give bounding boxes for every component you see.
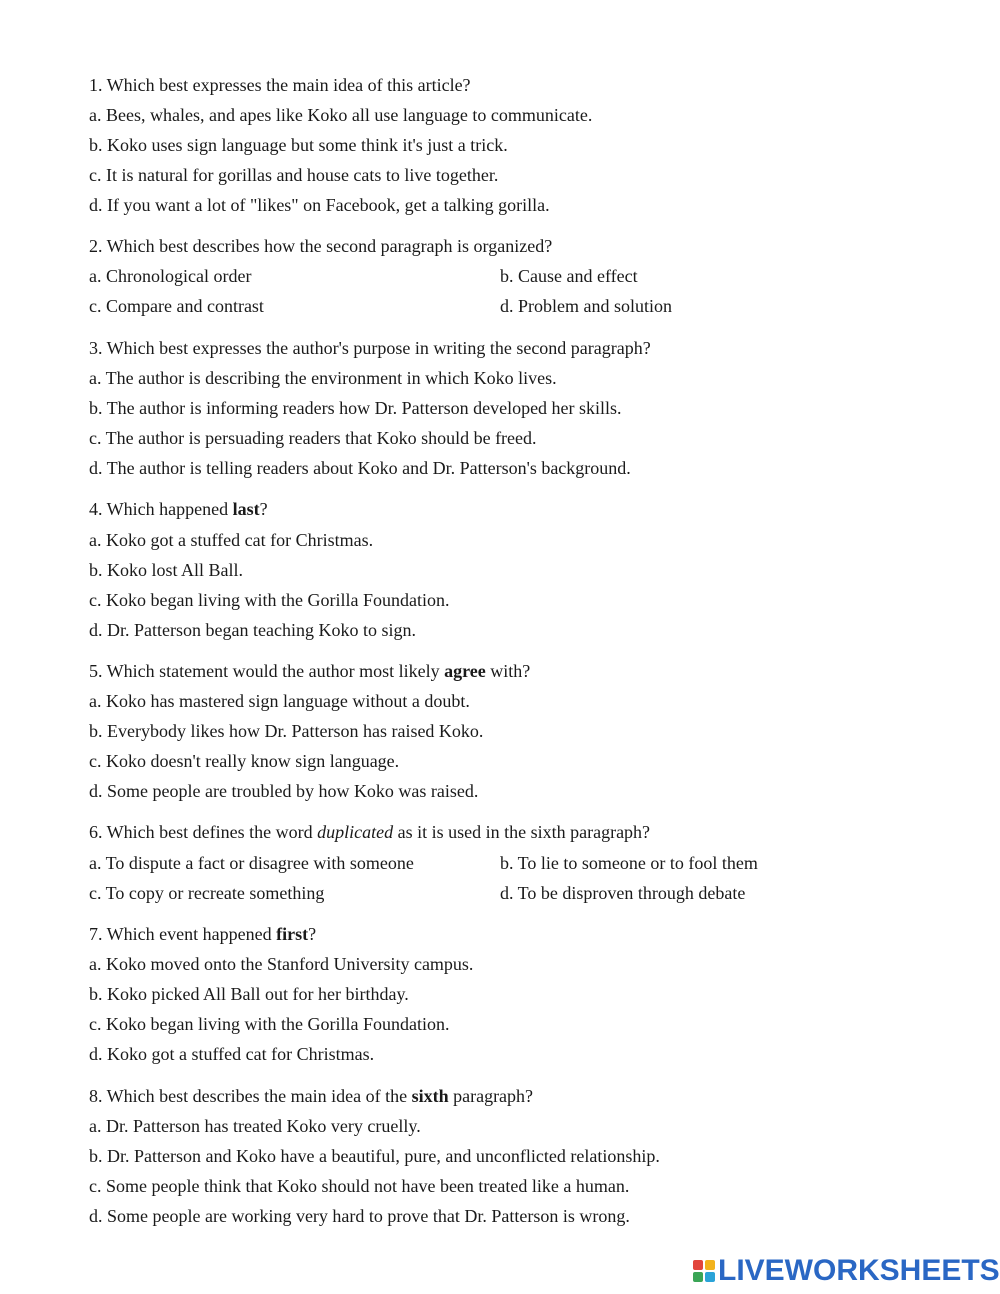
question-5-emphasis: agree <box>444 661 486 681</box>
question-5-option-d: d. Some people are troubled by how Koko was raised. <box>89 781 479 801</box>
question-5-option-c: c. Koko doesn't really know sign language. <box>89 751 400 771</box>
logo-mark-icon <box>693 1260 715 1282</box>
question-6-option-a: a. To dispute a fact or disagree with someone <box>89 853 414 873</box>
question-4-option-c: c. Koko began living with the Gorilla Foundation. <box>89 590 450 610</box>
logo-mark-square-3 <box>693 1272 703 1282</box>
question-8-option-a: a. Dr. Patterson has treated Koko very cruelly. <box>89 1116 421 1136</box>
question-8-option-c: c. Some people think that Koko should not have been treated like a human. <box>89 1176 630 1196</box>
question-2-option-d: d. Problem and solution <box>500 296 672 316</box>
question-7-emphasis: first <box>276 924 309 944</box>
question-7-text: 7. Which event happened first? <box>89 924 317 944</box>
question-3-option-a: a. The author is describing the environment in which Koko lives. <box>89 368 557 388</box>
question-2-option-a: a. Chronological order <box>89 266 252 286</box>
question-7-option-c: c. Koko began living with the Gorilla Foundation. <box>89 1014 450 1034</box>
logo-mark-square-2 <box>705 1260 715 1270</box>
question-3-option-c: c. The author is persuading readers that Koko should be freed. <box>89 428 537 448</box>
question-6-text: 6. Which best defines the word duplicated as it is used in the sixth paragraph? <box>89 822 651 842</box>
question-6-option-b: b. To lie to someone or to fool them <box>500 853 758 873</box>
question-1-text: 1. Which best expresses the main idea of this article? <box>89 75 471 95</box>
question-5-option-a: a. Koko has mastered sign language without a doubt. <box>89 691 470 711</box>
logo-text: LIVEWORKSHEETS <box>718 1254 1000 1287</box>
question-6-emphasis: duplicated <box>317 822 394 842</box>
logo-mark-square-4 <box>705 1272 715 1282</box>
question-4-option-d: d. Dr. Patterson began teaching Koko to sign. <box>89 620 416 640</box>
question-6-option-c: c. To copy or recreate something <box>89 883 325 903</box>
liveworksheets-logo <box>693 1254 1000 1288</box>
question-8-option-b: b. Dr. Patterson and Koko have a beautiful, pure, and unconflicted relationship. <box>89 1146 660 1166</box>
logo-mark-square-1 <box>693 1260 703 1270</box>
question-4-option-b: b. Koko lost All Ball. <box>89 560 244 580</box>
question-1-option-c: c. It is natural for gorillas and house cats to live together. <box>89 165 499 185</box>
question-7-option-d: d. Koko got a stuffed cat for Christmas. <box>89 1044 375 1064</box>
question-7-option-a: a. Koko moved onto the Stanford University campus. <box>89 954 474 974</box>
question-4-emphasis: last <box>232 499 260 519</box>
question-1-option-b: b. Koko uses sign language but some think it's just a trick. <box>89 135 508 155</box>
question-3-text: 3. Which best expresses the author's purpose in writing the second paragraph? <box>89 338 651 358</box>
question-2-text: 2. Which best describes how the second paragraph is organized? <box>89 236 553 256</box>
question-3-option-d: d. The author is telling readers about Koko and Dr. Patterson's background. <box>89 458 631 478</box>
question-2-option-c: c. Compare and contrast <box>89 296 264 316</box>
question-8-emphasis: sixth <box>411 1086 449 1106</box>
question-1-option-d: d. If you want a lot of "likes" on Facebook, get a talking gorilla. <box>89 195 550 215</box>
question-6-option-d: d. To be disproven through debate <box>500 883 746 903</box>
question-5-text: 5. Which statement would the author most likely agree with? <box>89 661 531 681</box>
question-1-option-a: a. Bees, whales, and apes like Koko all use language to communicate. <box>89 105 593 125</box>
question-5-option-b: b. Everybody likes how Dr. Patterson has raised Koko. <box>89 721 484 741</box>
question-2-option-b: b. Cause and effect <box>500 266 638 286</box>
question-8-option-d: d. Some people are working very hard to prove that Dr. Patterson is wrong. <box>89 1206 630 1226</box>
question-4-text: 4. Which happened last? <box>89 499 268 519</box>
question-3-option-b: b. The author is informing readers how Dr. Patterson developed her skills. <box>89 398 622 418</box>
question-7-option-b: b. Koko picked All Ball out for her birthday. <box>89 984 409 1004</box>
question-8-text: 8. Which best describes the main idea of the sixth paragraph? <box>89 1086 534 1106</box>
question-4-option-a: a. Koko got a stuffed cat for Christmas. <box>89 530 374 550</box>
